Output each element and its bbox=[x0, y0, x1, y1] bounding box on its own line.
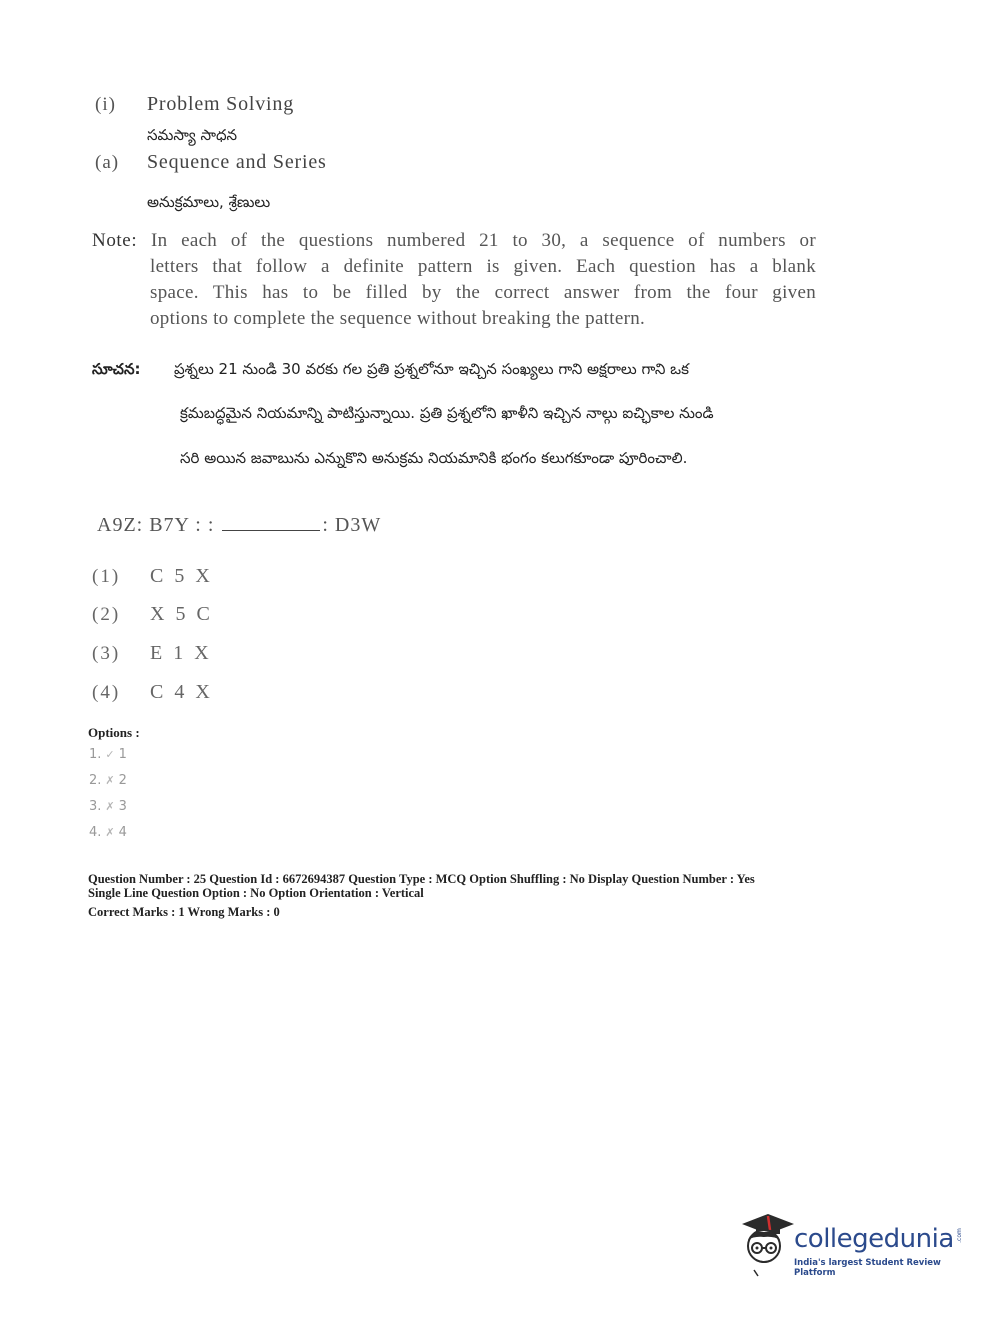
section-title-problem-solving: Problem Solving bbox=[147, 93, 295, 115]
suchana-label: సూచన: bbox=[92, 360, 141, 378]
choice-2-number: (2) bbox=[92, 604, 121, 625]
question-meta-line-2: Single Line Question Option : No Option Orientation : Vertical bbox=[88, 886, 424, 900]
note-line-1: In each of the questions numbered 21 to 30, a sequence of numbers or bbox=[150, 230, 816, 251]
question-meta-line-3: Correct Marks : 1 Wrong Marks : 0 bbox=[88, 905, 280, 919]
logo-tagline: India's largest Student Review Platform bbox=[794, 1258, 941, 1278]
suchana-line-3: సరి అయిన జవాబును ఎన్నుకొని అనుక్రమ నియమానికి భంగం కలుగకూండా పూరించాలి. bbox=[180, 449, 688, 467]
option-1-index: 1. bbox=[89, 747, 102, 762]
suchana-line-2: క్రమబద్ధమైన నియమాన్ని పాటిస్తున్నాయి. ప్రతి ప్రశ్నలోని ఖాళీని ఇచ్చిన నాల్గు ఐచ్ఛికాల నుండి bbox=[180, 404, 714, 422]
question-blank bbox=[222, 512, 320, 531]
options-title: Options : bbox=[88, 725, 140, 740]
option-row-3 bbox=[89, 799, 127, 814]
collegedunia-logo bbox=[734, 1210, 964, 1280]
option-1-value: 1 bbox=[118, 747, 127, 762]
question-meta-line-1: Question Number : 25 Question Id : 6672694387 Question Type : MCQ Option Shuffling : No Display Question Number : Yes bbox=[88, 872, 755, 886]
option-2-value: 2 bbox=[118, 773, 127, 788]
option-3-value: 3 bbox=[118, 799, 127, 814]
cross-icon: ✗ bbox=[105, 826, 115, 839]
note-line-4: options to complete the sequence without breaking the pattern. bbox=[150, 308, 646, 329]
logo-wordmark: collegedunia bbox=[794, 1224, 954, 1254]
question-left: A9Z: B7Y : : bbox=[97, 514, 215, 536]
logo-dotcom: .com bbox=[955, 1228, 963, 1243]
check-icon: ✓ bbox=[105, 748, 115, 761]
option-4-value: 4 bbox=[118, 825, 127, 840]
choice-1-text: C 5 X bbox=[150, 565, 213, 587]
choice-4-text: C 4 X bbox=[150, 681, 213, 703]
section-title-telugu-i: సమస్యా సాధన bbox=[147, 126, 238, 144]
option-row-4 bbox=[89, 825, 127, 840]
cross-icon: ✗ bbox=[105, 800, 115, 813]
option-2-index: 2. bbox=[89, 773, 102, 788]
choice-1-number: (1) bbox=[92, 566, 121, 587]
section-title-sequence-series: Sequence and Series bbox=[147, 151, 327, 173]
choice-4-number: (4) bbox=[92, 682, 121, 703]
question-text bbox=[97, 512, 381, 537]
mascot-icon bbox=[734, 1210, 796, 1280]
section-title-telugu-a: అనుక్రమాలు, శ్రేణులు bbox=[147, 193, 271, 211]
choice-3-number: (3) bbox=[92, 643, 121, 664]
choice-3-text: E 1 X bbox=[150, 642, 212, 664]
section-label-i: (i) bbox=[95, 94, 116, 115]
question-right: : D3W bbox=[322, 514, 382, 536]
option-3-index: 3. bbox=[89, 799, 102, 814]
option-4-index: 4. bbox=[89, 825, 102, 840]
note-label: Note: bbox=[92, 230, 138, 251]
note-block bbox=[92, 228, 816, 332]
cross-icon: ✗ bbox=[105, 774, 115, 787]
section-label-a: (a) bbox=[95, 152, 120, 173]
option-row-1 bbox=[89, 747, 127, 762]
note-line-3: space. This has to be filled by the correct answer from the four given bbox=[150, 282, 816, 303]
option-row-2 bbox=[89, 773, 127, 788]
choice-2-text: X 5 C bbox=[150, 603, 213, 625]
suchana-line-1: ప్రశ్నలు 21 నుండి 30 వరకు గల ప్రతి ప్రశ్నలోనూ ఇచ్చిన సంఖ్యలు గాని అక్షరాలు గాని ఒక bbox=[174, 360, 689, 378]
note-line-2: letters that follow a definite pattern is given. Each question has a blank bbox=[150, 256, 816, 277]
